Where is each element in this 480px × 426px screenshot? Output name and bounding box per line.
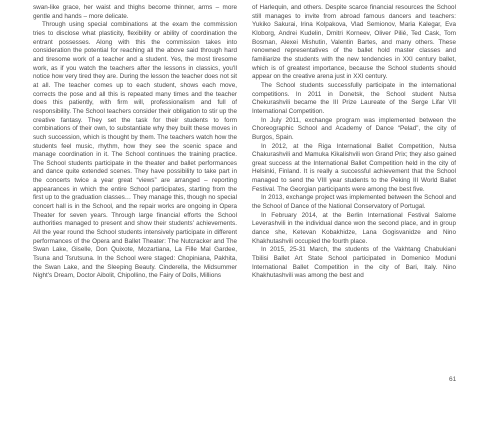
page-number: 61	[449, 376, 457, 383]
paragraph: The School students successfully participate in the international competitions. In 2011 in Donetsk, the School student Nutsa Chekurashvili became the III Prize Laureate of the Serge Lifar VII International Competition.	[252, 81, 456, 115]
right-text-column	[252, 4, 456, 281]
paragraph: In February 2014, at the Berlin International Festival Salome Leverashvili in the individual dance won the second place, and in group dance she, Ketevan Kobakhidze, Lana Gogisvanidze and Nino Khakhutashvili occupied the fourth place.	[252, 211, 456, 245]
paragraph: of Harlequin, and others. Despite scarce financial resources the School still manages to invite from abroad famous dancers and teachers: Yukiko Sakurai, Irina Kolpakova, Vlad Semionov, Maria Kalegar, Eva Kloborg, Andrei Kudelin, Dmitri Korneev, Oliver Pilié, Ted Cask, Tom Bosman, Alexei Mishutin, Valentin Bartes, and many others. These renowned representatives of the ballet hold master classes and familiarize the students with the new tendencies in XXI century ballet, which is of greatest importance, because the School students should appear on the creative arena just in XXI century.	[252, 4, 456, 81]
paragraph: In 2012, at the Riga International Ballet Competition, Nutsa Chakurashvili and Mamuka Kikalishvili won Grand Prix; they also gained great success at the International Ballet Competition held in the city of Helsinki, Finland. It is really a successful achievement that the School managed to send the VIII year students to the Peking III World Ballet Festival. The Georgian participants were among the best five.	[252, 142, 456, 193]
paragraph: In 2015, 25-31 March, the students of the Vakhtang Chabukiani Tbilisi Ballet Art State School participated in Domenico Moduni International Ballet Competition in the city of Bari, Italy. Nino Khakhutashvili was among the best and	[252, 246, 456, 280]
paragraph: swan-like grace, her waist and thighs become thinner, arms – more gentle and hands – more delicate.	[33, 4, 237, 20]
left-text-column	[33, 4, 237, 281]
paragraph: In 2013, exchange project was implemented between the School and the School of Dance of the National Conservatory of Portugal.	[252, 194, 456, 211]
paragraph: In July 2011, exchange program was implemented between the Choreographic School and Academy of Dance “Pelad”, the city of Burgos, Spain.	[252, 116, 456, 141]
paragraph: Through using special combinations at the exam the commission tries to disclose what plasticity, flexibility or ability of coordination the entrant possesses. Along with this the commission takes into consideration the potential for reaching all the above said through hard and tiresome work of a teacher and a student. Yes, the most tiresome work, as if you watch the teachers after the lessons in classics, you'll notice how very tired they are. During the lesson the teacher does not sit at all. The teacher comes up to each student, shows each move, corrects the pose and all this is repeated many times and the teacher does this patiently, with firm will, professionalism and full of responsibility. The School teachers consider their obligation to stir up the creative fantasy. They set the task for their students to form combinations of their own, to substantiate why they built these moves in such succession, which is thought by them. The teachers watch how the students feel music, rhythm, how they see the scenic space and manage coordination in it. The School continues the training practice. The School students participate in the theater and ballet performances and dance quite extended scenes. They have possibility to take part in the concerts twice a year great “views” are arranged – reporting appearances in which the entire School participates, starting from the first up to the graduation classes… They manage this, though no special concert hall is in the School, and the repair works are ongoing in Opera Theater for seven years. Through large financial efforts the School authorities managed to present and show their students' achievements. All the year round the School students intensively participate in different performances of the Opera and Ballet Theater: The Nutcracker and The Swan Lake, Giselle, Don Quixote, Mozartiana, La Fille Mal Gardee, Tsuna and Tsrutsuna. In the School were staged: Chopiniana, Pakhita, the Swan Lake, and the Sleeping Beauty. Cinderella, the Midsummer Night's Dream, Doctor Aibolit, Chipollino, the Fairy of Dolls, Millions	[33, 21, 237, 280]
